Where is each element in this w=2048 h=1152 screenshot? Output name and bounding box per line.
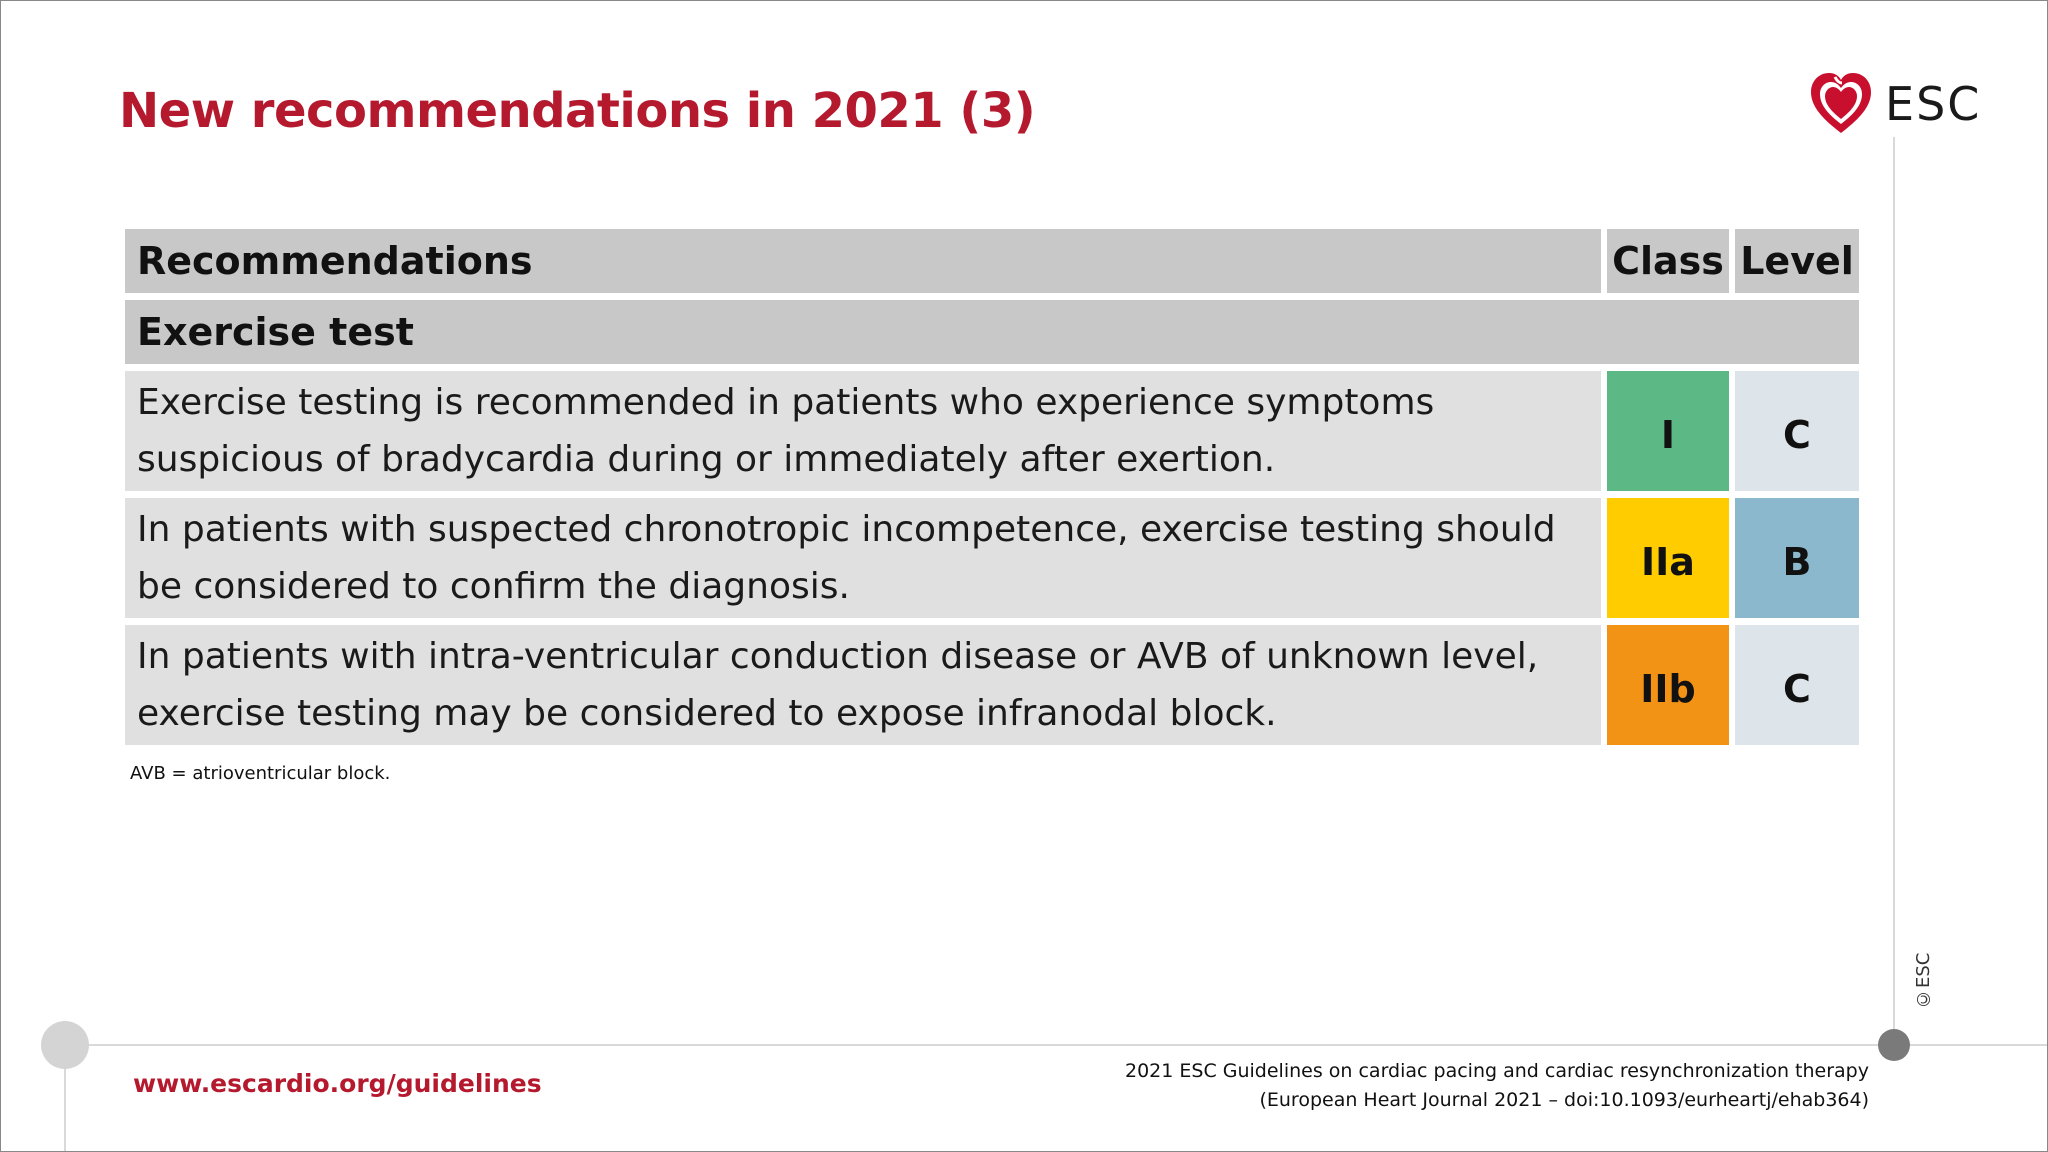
citation-line: 2021 ESC Guidelines on cardiac pacing and cardiac resynchronization therapy (1124, 1060, 1869, 1082)
logo-text: ESC (1885, 77, 1982, 131)
table-row (125, 625, 1859, 745)
recommendation-line: In patients with intra-ventricular conduction disease or AVB of unknown level, (137, 636, 1539, 677)
header-level: Level (1735, 229, 1859, 293)
header-recommendations: Recommendations (125, 229, 1601, 293)
recommendation-line: Exercise testing is recommended in patients who experience symptoms (137, 382, 1435, 423)
footnote: AVB = atrioventricular block. (130, 763, 391, 784)
recommendation-text (125, 625, 1601, 745)
left-dot (41, 1021, 89, 1069)
table-header-row (125, 229, 1859, 293)
esc-logo (1809, 71, 1989, 143)
class-badge: IIb (1607, 625, 1729, 745)
right-rule (1893, 137, 1895, 1043)
heart-icon (1809, 71, 1873, 137)
copyright-label: ©ESC (1913, 952, 1934, 1009)
class-badge: IIa (1607, 498, 1729, 618)
guidelines-link[interactable]: www.escardio.org/guidelines (133, 1069, 542, 1098)
section-exercise-test: Exercise test (125, 300, 1859, 364)
recommendation-line: exercise testing may be considered to expose infranodal block. (137, 693, 1277, 734)
section-row (125, 300, 1859, 364)
level-badge: C (1735, 625, 1859, 745)
recommendation-line: be considered to confirm the diagnosis. (137, 566, 850, 607)
bottom-rule (65, 1044, 2048, 1046)
citation-line: (European Heart Journal 2021 – doi:10.1093/eurheartj/ehab364) (1259, 1089, 1869, 1111)
level-badge: C (1735, 371, 1859, 491)
slide-title: New recommendations in 2021 (3) (119, 83, 1036, 139)
recommendation-text (125, 371, 1601, 491)
citation (1125, 1057, 1869, 1115)
class-badge: I (1607, 371, 1729, 491)
recommendation-line: suspicious of bradycardia during or immediately after exertion. (137, 439, 1276, 480)
right-dot (1878, 1029, 1910, 1061)
table-row (125, 371, 1859, 491)
level-badge: B (1735, 498, 1859, 618)
recommendation-line: In patients with suspected chronotropic incompetence, exercise testing should (137, 509, 1556, 550)
recommendation-text (125, 498, 1601, 618)
header-class: Class (1607, 229, 1729, 293)
table-row (125, 498, 1859, 618)
